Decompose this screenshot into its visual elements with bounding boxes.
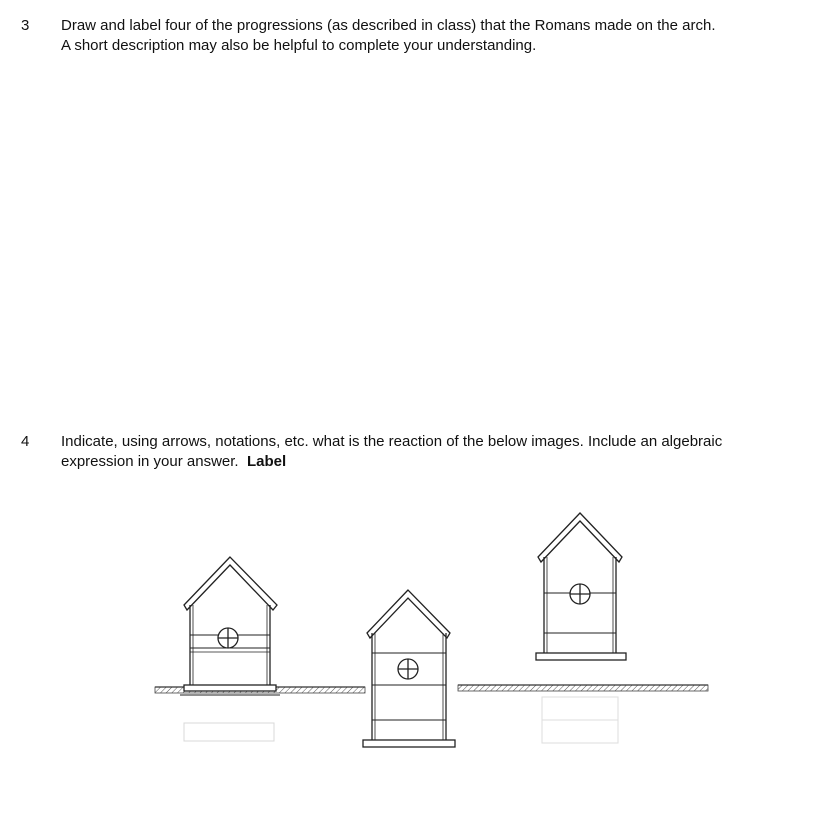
right-house-ghost [542,697,618,743]
question-3-line-2: A short description may also be helpful to complete your understanding. [61,37,537,54]
question-3-number: 3 [21,17,30,34]
middle-house [363,590,455,747]
question-4-label-word: Label [246,453,287,470]
question-3-line-1: Draw and label four of the progressions (as described in class) that the Romans made on the arch. [61,17,716,34]
question-3-prompt [61,16,821,56]
question-4-line-1: Indicate, using arrows, notations, etc. what is the reaction of the below images. Include an algebraic [61,433,723,450]
left-house-ghost [184,723,274,741]
right-house [536,513,626,660]
birdhouse-figure [150,505,720,765]
question-4-line-2-text: expression in your answer. [61,453,247,470]
question-4-prompt [61,432,821,472]
question-4-number: 4 [21,433,30,450]
question-4-line-2 [61,452,821,472]
left-house [180,557,280,695]
